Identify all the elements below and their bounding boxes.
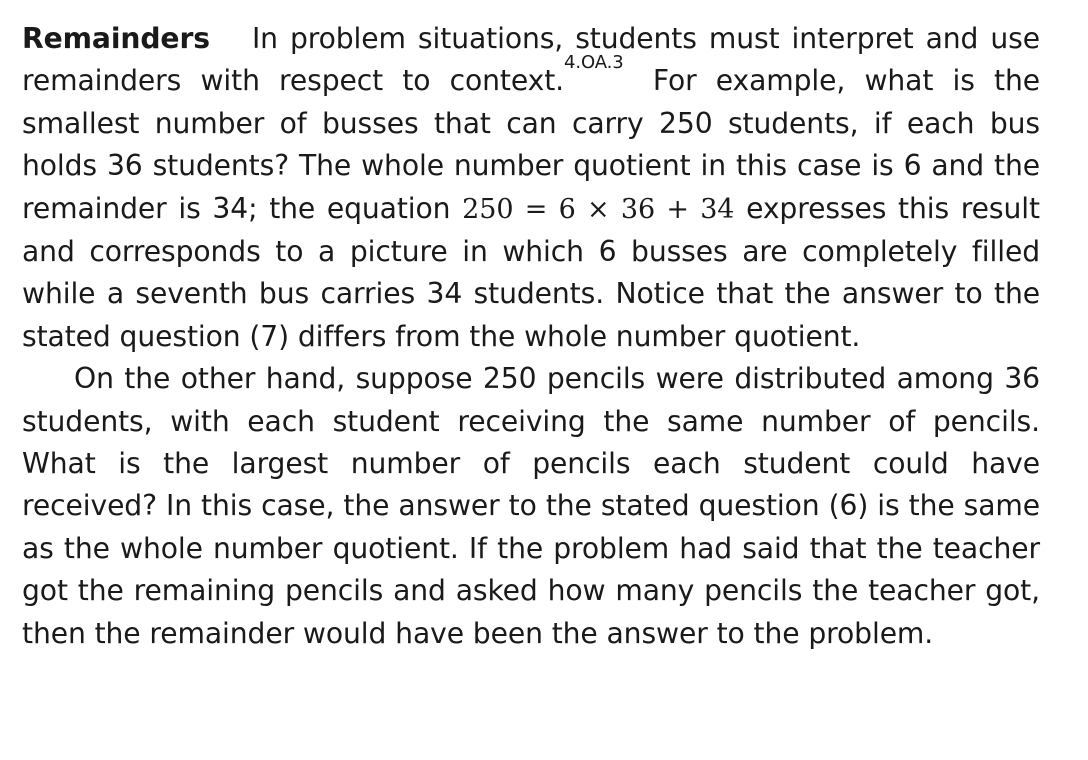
bus-example-text: For example, what is the smallest number of busses that can carry 250 students, if each bus holds 36 students? The whole number quotient in this case is 6 and the remainder is 34; the equation — [22, 64, 1040, 225]
intro-text: In problem situations, students must interpret and use remainders with respect to context. — [22, 22, 1040, 98]
paragraph-remainders-intro — [22, 18, 1040, 358]
bus-conclusion-text: expresses this result and corresponds to a picture in which 6 busses are completely filled while a seventh bus carries 34 students. Notice that the answer to the stated question (7) differs from the whole number quotient. — [22, 191, 1040, 353]
division-equation: 250 = 6 × 36 + 34 — [462, 193, 735, 225]
standard-reference: 4.OA.3 — [564, 52, 624, 74]
section-heading: Remainders — [22, 22, 210, 55]
paragraph-pencils-example: On the other hand, suppose 250 pencils were distributed among 36 students, with each student receiving the same number of pencils. What is the largest number of pencils each student could have received? In this case, the answer to the stated question (6) is the same as the whole number quotient. If the problem had said that the teacher got the remaining pencils and asked how many pencils the teacher got, then the remainder would have been the answer to the problem. — [22, 362, 1040, 650]
